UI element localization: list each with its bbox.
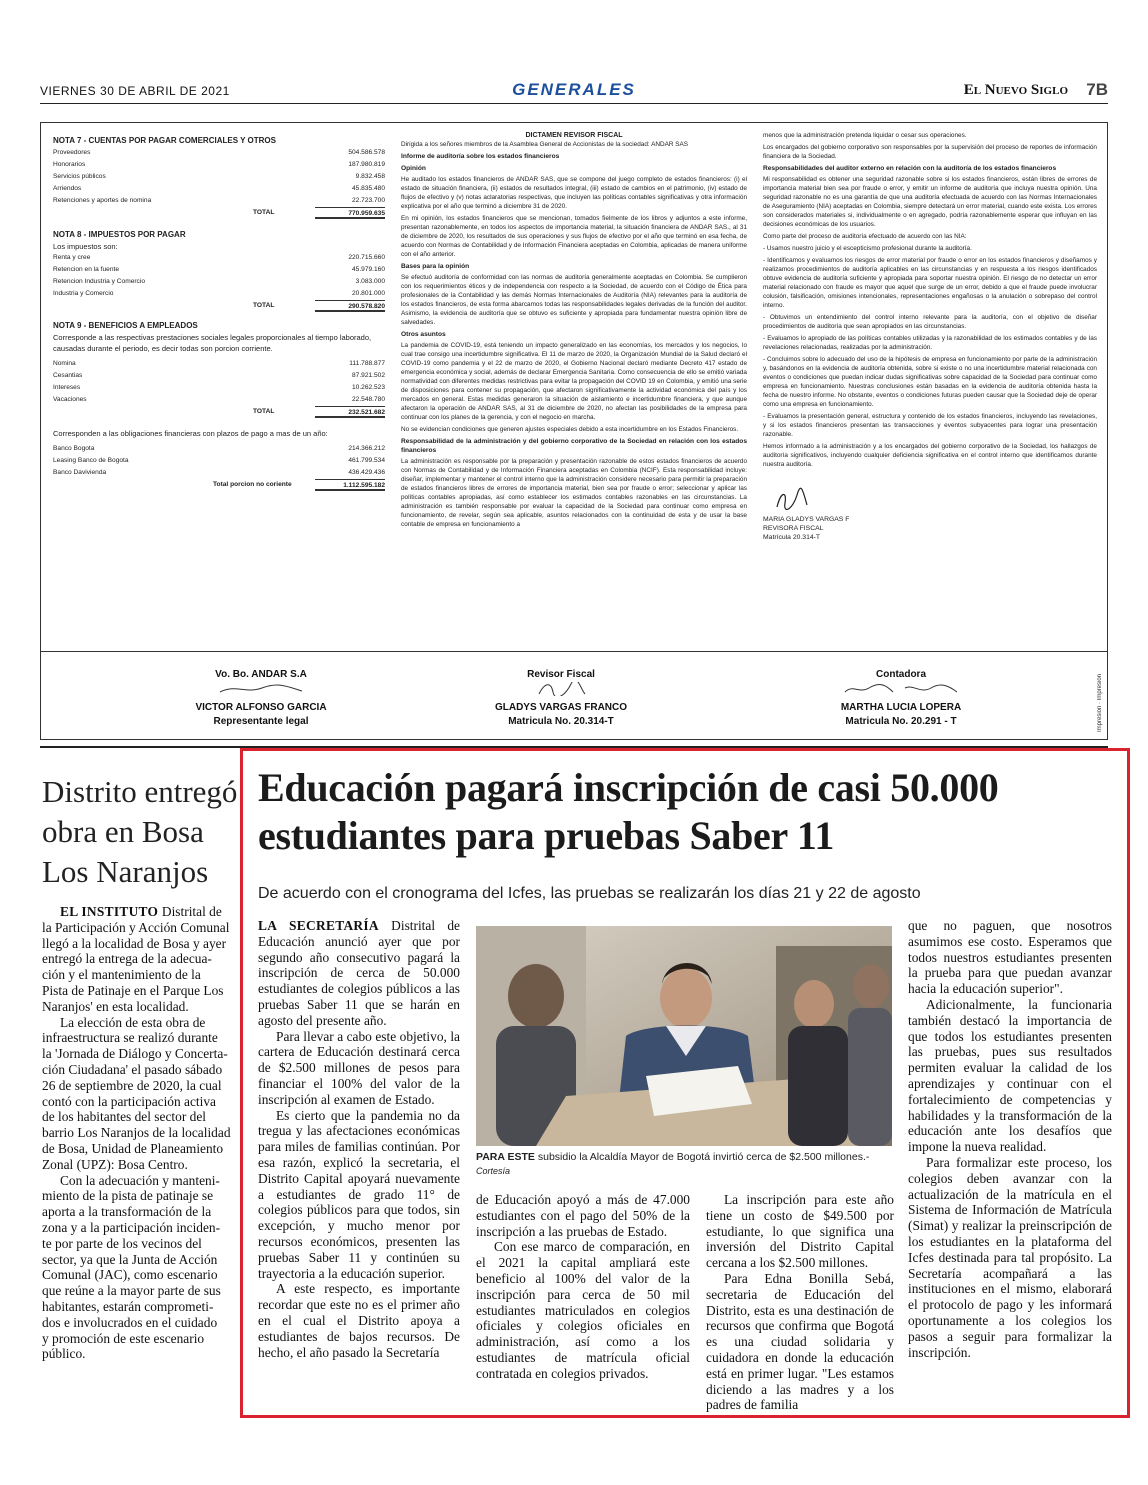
table-row — [53, 455, 385, 467]
signer-role: REVISORA FISCAL — [763, 525, 824, 532]
text-line: contó con la participación activa — [42, 1093, 216, 1109]
row-label: Proveedores — [53, 149, 91, 156]
text-line: la 'Jornada de Diálogo y Concerta- — [42, 1046, 228, 1062]
table-row — [53, 382, 385, 394]
left-article — [42, 772, 240, 1362]
row-value: 22.548.780 — [351, 396, 385, 403]
main-article-column-2 — [476, 1192, 690, 1382]
row-value: 45.979.160 — [351, 266, 385, 273]
table-row — [53, 147, 385, 159]
obligaciones-total-row: Total porcion no coriente 1.112.595.182 — [213, 481, 385, 489]
dictamen-paragraph: - Obtuvimos un entendimiento del control interno relevante para la auditoría, con el objetivo de diseñar procedimientos de auditoría que sean apropiados en las circunstancias. — [763, 314, 1097, 330]
dictamen-paragraph: En mi opinión, los estados financieros que se mencionan, tomados fielmente de los libros y adjuntos a este informe, presentan razonablemente, en todos los aspectos de importancia material, la situación financiera de ANDAR SAS., al 31 de diciembre de 2020, los resultados de sus operaciones y sus flujos de efectivo por el año que terminó en esa fecha, de acuerdo con Normas de Contabilidad y de Información Financiera aceptadas en Colombia, aplicadas de manera uniforme con el año anterior. — [401, 215, 747, 258]
table-row — [53, 195, 385, 207]
row-label: Retenciones y aportes de nomina — [53, 197, 152, 204]
table-row — [53, 252, 385, 264]
photo-caption — [476, 1150, 892, 1178]
main-article-paragraph: Para Edna Bonilla Sebá, secretaria de Educación del Distrito, esta es una destinación de recursos que confirma que Bogotá es una ciudad solidaria y cuidadora en donde la educación está en primer lugar. "Les estamos diciendo a las madres y a los padres de familia — [706, 1270, 894, 1413]
text-line: y promoción de este escenario — [42, 1330, 205, 1346]
dictamen-paragraph: Mi responsabilidad es obtener una seguridad razonable sobre si los estados financieros, están libres de errores de importancia material bien sea por fraude o error, y emitir un informe de auditoría que incluya nuestra opinión. Una seguridad razonable no es una garantía de que una auditoría efectuada de acuerdo con las Normas Internacionales de Aseguramiento (NIA) aceptadas en Colombia, siempre detectará un error material, cuando este exista. Los errores son considerados materiales si, individualmente o en agregado, podría razonablemente esperar que influyan en las decisiones económicas de los usuarios. — [763, 176, 1097, 228]
text-line: público. — [42, 1346, 86, 1362]
caption-text: subsidio la Alcaldía Mayor de Bogotá invirtió cerca de $2.500 millones.- — [534, 1151, 870, 1163]
row-value: 461.799.534 — [348, 457, 385, 464]
table-row — [53, 443, 385, 455]
nota7-table — [53, 147, 385, 207]
row-label: Leasing Banco de Bogota — [53, 457, 129, 464]
dictamen-paragraph: menos que la administración pretenda liquidar o cesar sus operaciones. — [763, 132, 967, 139]
notes-column — [53, 131, 385, 491]
handwritten-signature — [216, 682, 306, 696]
main-article-paragraph: Con ese marco de comparación, en el 2021 la capital ampliará este beneficio al 100% del valor de la inscripción para cerca de 50 mil estudiantes matriculados en colegios oficiales y colegios oficiales en administración, así como a los estudiantes de matrícula oficial contratada en colegios privados. — [476, 1239, 690, 1381]
row-label: Cesantias — [53, 372, 83, 379]
text-line: Naranjos' en esta localidad. — [42, 998, 189, 1014]
row-label: Retencion Industria y Comercio — [53, 278, 145, 285]
dictamen-paragraph: La pandemia de COVID-19, está teniendo un impacto generalizado en las economías, los mercados y los negocios, lo cual trae consigo una incertidumbre significativa. El 11 de marzo de 2020, la Organización Mundial de la Salud declaró el COVID-19 como pandemia y el 22 de marzo de 2020, el Gobierno Nacional declaró mediante Decreto 417 estado de emergencia económica y social, además de declarar Emergencia Sanitaria. Como consecuencia de ello se emitió variada normatividad con diferentes medidas restrictivas para evitar la propagación del COVID 19 en Colombia, y emitió una serie de disposiciones para contener su propagación, que afectaron significativamente la actividad económica del país y los mercados en general. Estas medidas generaron la situación de aislamiento e incertidumbre financiera, y que aunque afectaron la operación de ANDAR SAS, al 31 de diciembre de 2020, no afectan las posibilidades de la empresa para continuar con los planes de la gerencia, y con el negocio en marcha. — [401, 342, 747, 421]
signer-role: Matricula No. 20.291 - T — [845, 716, 957, 727]
text-line: infraestructura se realizó durante — [42, 1030, 218, 1046]
lead-words: LA SECRETARÍA — [258, 918, 379, 933]
nota7-total-row: TOTAL 770.959.635 — [253, 209, 385, 217]
row-value: 220.715.660 — [348, 254, 385, 261]
dictamen-addressee: Dirigida a los señores miembros de la Asamblea General de Accionistas de la sociedad: ANDAR SAS — [401, 141, 689, 148]
row-value: 111.788.877 — [349, 360, 385, 367]
row-value: 214.366.212 — [348, 445, 385, 452]
signature-accountant — [801, 668, 1001, 729]
text-line: llegó a la localidad de Bosa y ayer — [42, 935, 227, 951]
dictamen-paragraph: He auditado los estados financieros de ANDAR SAS, que se compone del juego completo de estados financieros: (i) el estado de situación financiera, (ii) estados de resultados integral, (iii) estado de cambios en el patrimonio, (iv) estado de flujos de efectivo y (v) notas aclaratorias respectivas, que incluyen las políticas contables significativas y otra información explicativa por el año que terminó a diciembre 31 de 2020. — [401, 176, 747, 210]
main-article-paragraph: Es cierto que la pandemia no da tregua y las afectaciones económicas para miles de familias continúan. Por esa razón, explicó la secretaria, el Distrito Capital apoyará nuevamente a estudiantes de grado 11° de colegios públicos para que todos, sin excepción, y mucho menor por recursos económicos, presenten las pruebas Saber 11 y continúen su trayectoria a la educación superior. — [258, 1107, 460, 1281]
signer-name: MARIA GLADYS VARGAS F — [763, 516, 850, 523]
header-page-number: 7B — [1086, 80, 1108, 99]
caption-lead: PARA ESTE — [476, 1151, 535, 1163]
nota7-title: NOTA 7 - CUENTAS POR PAGAR COMERCIALES Y OTROS — [53, 136, 276, 145]
obligaciones-table — [53, 443, 385, 479]
signer-name: GLADYS VARGAS FRANCO — [494, 702, 628, 713]
header-date: VIERNES 30 DE ABRIL DE 2021 — [40, 84, 230, 98]
table-row — [53, 370, 385, 382]
text-line: Comunal (JAC), como escenario — [42, 1267, 218, 1283]
left-article-title: Distrito entregó obra en Bosa Los Naranjos — [42, 774, 238, 889]
main-article-column-1 — [258, 918, 460, 1360]
students-exam-photo — [476, 926, 892, 1146]
nota9-table — [53, 358, 385, 406]
main-article-paragraph: Adicionalmente, la funcionaria también destacó la importancia de que todos los estudiantes presenten las pruebas, pues sus resultados permiten evaluar la calidad de los aprendizajes y continuar con el fortalecimiento de competencias y habilidades y la transformación de la educación ante los desafíos que impone la nueva realidad. — [908, 996, 1112, 1155]
main-article-paragraph: Para formalizar este proceso, los colegios deben avanzar con la actualización de la matrícula en el Sistema de Información de Matrícula (Simat) y realizar la preinscripción de los estudiantes en la plataforma del Icfes destinada para tal propósito. La Secretaría acompañará a las instituciones en el mismo, elaborará el protocolo de pago y les informará oportunamente a los colegios los pasos a seguir para formalizar la inscripción. — [908, 1154, 1112, 1360]
dictamen-heading: Bases para la opinión — [401, 263, 470, 270]
dictamen-column-2 — [763, 131, 1097, 542]
handwritten-signature — [531, 682, 591, 696]
text-line: Pista de Patinaje en el Parque Los — [42, 982, 224, 998]
dictamen-heading: Informe de auditoría sobre los estados financieros — [401, 153, 560, 160]
signer-name: VICTOR ALFONSO GARCIA — [195, 702, 327, 713]
revisor-signature-block — [763, 487, 1097, 542]
dictamen-heading: Responsabilidades del auditor externo en relación con la auditoría de los estados financieros — [763, 165, 1057, 172]
main-article-subtitle: De acuerdo con el cronograma del Icfes, las pruebas se realizarán los días 21 y 22 de agosto — [258, 885, 921, 902]
dictamen-paragraph: - Identificamos y evaluamos los riesgos de error material por fraude o error en los estados financieros y diseñamos y realizamos procedimientos de auditoría aplicables en las circunstancias y en respuesta a los riesgos identificados obtuve evidencia de auditoría suficiente y apropiada para soportar nuestra opinión. El riesgo de no detectar un error material relacionado con fraude es mayor que aquel que surge de un error, debido a que el fraude puede involucrar colusión, falsificación, omisiones intencionales, representaciones engañosas o la anulación o sobrepaso del control interno. — [763, 257, 1097, 309]
nota9-title: NOTA 9 - BENEFICIOS A EMPLEADOS — [53, 321, 198, 330]
table-row — [53, 394, 385, 406]
text-line: aporta a la transformación de la — [42, 1204, 212, 1220]
text-line: EL INSTITUTO Distrital de — [60, 904, 222, 919]
row-label: Vacaciones — [53, 396, 87, 403]
table-row — [53, 264, 385, 276]
text-line: Con la adecuación y manteni- — [60, 1172, 220, 1188]
row-value: 504.586.578 — [348, 149, 385, 156]
text-line: La elección de esta obra de — [60, 1014, 206, 1030]
text-line: la Participación y Acción Comunal — [42, 919, 230, 935]
row-label: Intereses — [53, 384, 81, 391]
signature-revisor — [461, 668, 661, 729]
table-row — [53, 467, 385, 479]
table-row — [53, 288, 385, 300]
dictamen-heading: Otros asuntos — [401, 331, 446, 338]
text-line: de los habitantes del sector del — [42, 1109, 206, 1125]
row-value: 87.921.502 — [351, 372, 385, 379]
table-row — [53, 159, 385, 171]
dictamen-heading: Opinión — [401, 165, 426, 172]
signature-heading: Contadora — [876, 669, 926, 680]
nota9-subtitle: Corresponde a las respectivas prestaciones sociales legales proporcionales al tiempo laborado, causadas durante el periodo, es decir todas son porcion corriente. — [53, 333, 372, 353]
dictamen-paragraph: - Concluimos sobre lo adecuado del uso de la hipótesis de empresa en funcionamiento por parte de la administración y, basándonos en la evidencia de auditoría obtenida, sobre si existe o no una incertidumbre material relacionada con eventos o condiciones que puedan indicar dudas significativas sobre capacidad de la Sociedad para continuar como empresa en funcionamiento. Nuestras conclusiones están basadas en la evidencia de auditoría obtenida hasta la fecha de nuestro informe. No obstante, eventos o condiciones futuras pueden causar que la Sociedad deje de operar como una empresa en funcionamiento. — [763, 356, 1097, 408]
left-article-paragraph — [42, 904, 240, 1015]
text-line: barrio Los Naranjos de la localidad — [42, 1125, 231, 1141]
header-rule — [40, 103, 1108, 104]
dictamen-paragraph: Los encargados del gobierno corporativo son responsables por la supervisión del proceso de reportes de información financiera de la Sociedad. — [763, 144, 1097, 160]
lead-words: EL INSTITUTO — [60, 904, 162, 919]
photo-illustration — [476, 926, 892, 1146]
main-article-paragraph: Para llevar a cabo este objetivo, la cartera de Educación destinará cerca de $2.500 millones de pesos para financiar el 100% del valor de la inscripción al examen de Estado. — [258, 1028, 460, 1107]
text-line: dos e involucrados en el cuidado — [42, 1314, 218, 1330]
dictamen-paragraph: - Usamos nuestro juicio y el escepticismo profesional durante la auditoría. — [763, 245, 972, 252]
table-row — [53, 358, 385, 370]
table-row — [53, 276, 385, 288]
nota8-subtitle: Los impuestos son: — [53, 242, 118, 251]
dictamen-paragraph: No se evidencian condiciones que generen ajustes especiales debido a esta incertidumbre en los Estados Financieros. — [401, 426, 739, 433]
text-line: Zonal (UPZ): Bosa Centro. — [42, 1156, 188, 1172]
main-article-paragraph: A este respecto, es importante recordar que este no es el primer año en el cual el Distrito apoya a estudiantes de bajos recursos. De hecho, el año pasado la Secretaría — [258, 1281, 460, 1360]
row-label: Honorarios — [53, 161, 86, 168]
table-row — [53, 183, 385, 195]
signature-heading: Vo. Bo. ANDAR S.A — [215, 669, 307, 680]
text-line: 26 de septiembre de 2020, la cual — [42, 1077, 222, 1093]
main-article-column-4 — [908, 918, 1112, 1360]
header-section: GENERALES — [512, 80, 636, 99]
row-label: Retencion en la fuente — [53, 266, 119, 273]
row-value: 20.801.000 — [351, 290, 385, 297]
text-line: ción y el mantenimiento de la — [42, 967, 201, 983]
row-value: 22.723.700 — [351, 197, 385, 204]
dictamen-paragraph: - Evaluamos la presentación general, estructura y contenido de los estados financieros, incluyendo las revelaciones, y si los estados financieros presentan las transacciones y eventos subyacentes para lograr una presentación razonable. — [763, 413, 1097, 438]
row-label: Servicios públicos — [53, 173, 106, 180]
obligaciones-subtitle: Corresponden a las obligaciones financieras con plazos de pago a mas de un año: — [53, 429, 328, 438]
dictamen-column-1 — [401, 131, 747, 532]
row-label: Banco Bogota — [53, 445, 95, 452]
signer-name: MARTHA LUCIA LOPERA — [840, 702, 962, 713]
left-article-body — [42, 904, 240, 1362]
row-value: 9.832.458 — [355, 173, 385, 180]
signature-heading: Revisor Fiscal — [527, 669, 595, 680]
main-article-column-3 — [706, 1192, 894, 1413]
row-value: 187.980.819 — [348, 161, 385, 168]
row-value: 3.083.000 — [355, 278, 385, 285]
nota8-title: NOTA 8 - IMPUESTOS POR PAGAR — [53, 230, 186, 239]
handwritten-signature — [773, 487, 813, 513]
row-value: 10.262.523 — [351, 384, 385, 391]
dictamen-paragraph: Hemos informado a la administración y a los encargados del gobierno corporativo de la Sociedad, los hallazgos de auditoría significativos, incluyendo cualquier deficiencia significativa en el control interno que identificamos durante nuestra auditoría. — [763, 443, 1097, 468]
main-article-paragraph: que no paguen, que nosotros asumimos ese costo. Esperamos que todos nuestros estudiantes presenten la prueba para que puedan avanzar hacia la educación superior". — [908, 918, 1112, 997]
main-article-paragraph: La inscripción para este año tiene un costo de $49.500 por estudiante, lo que significa una inversión del Distrito Capital cercana a los $2.500 millones. — [706, 1192, 894, 1271]
nota8-total-row: TOTAL 290.578.820 — [253, 302, 385, 310]
main-article-paragraph: de Educación apoyó a más de 47.000 estudiantes con el pago del 50% de la inscripción a las pruebas de Estado. — [476, 1192, 690, 1239]
row-label: Nomina — [53, 360, 76, 367]
signer-role: Matricula No. 20.314-T — [508, 716, 614, 727]
row-label: Arriendos — [53, 185, 82, 192]
text-line: que reúne a la mayor parte de sus — [42, 1283, 221, 1299]
dictamen-title: DICTAMEN REVISOR FISCAL — [525, 132, 623, 139]
dictamen-paragraph: Como parte del proceso de auditoría efectuado de acuerdo con las NIA: — [763, 233, 967, 240]
dictamen-paragraph: La administración es responsable por la preparación y presentación razonable de estos estados financieros de acuerdo con Normas de Contabilidad y de Información Financiera aceptadas en Colombia (NCIF). Esta responsabilidad incluye: diseñar, implementar y mantener el control interno que la administración considere necesario para permitir la preparación de estados financieros libres de errores de importancia material, bien sea por fraude o error; seleccionar y aplicar las políticas contables apropiadas, así como establecer los estimados contables razonables en las circunstancias. La administración es también responsable por evaluar la capacidad de la Sociedad para continuar como empresa en funcionamiento, de revelar, según sea aplicable, asuntos relacionados con la continuidad de esta y de usar la base contable de empresa en funcionamiento a — [401, 458, 747, 528]
signer-role: Representante legal — [213, 716, 309, 727]
text-line: de Bosa, Unidad de Planeamiento — [42, 1140, 224, 1156]
row-label: Renta y cree — [53, 254, 91, 261]
text-line: ción Ciudadana' el pasado sábado — [42, 1061, 223, 1077]
text-line: habitantes, estarán comprometi- — [42, 1298, 214, 1314]
table-row — [53, 171, 385, 183]
text-line: miento de la pista de patinaje se — [42, 1188, 214, 1204]
text-line: sector, ya que la Junta de Acción — [42, 1251, 218, 1267]
dictamen-paragraph: - Evaluamos lo apropiado de las políticas contables utilizadas y la razonabilidad de los estimados contables y de las revelaciones relacionadas, realizadas por la administración. — [763, 335, 1097, 351]
text-line: te por parte de los vecinos del — [42, 1235, 202, 1251]
left-article-paragraph — [42, 1173, 240, 1363]
header-paper-name: El Nuevo Siglo — [963, 82, 1068, 98]
dictamen-heading: Responsabilidad de la administración y del gobierno corporativo de la Sociedad en relación con los estados financieros — [401, 438, 747, 454]
main-article-paragraph: LA SECRETARÍA Distrital de Educación anunció ayer que por segundo año consecutivo pagará la inscripción de cerca de 50.000 estudiantes de colegios públicos a las pruebas Saber 11 que se harán en agosto del presente año. — [258, 918, 460, 1028]
signature-legal-rep — [161, 668, 361, 729]
dictamen-paragraph: Se efectuó auditoría de conformidad con las normas de auditoría generalmente aceptadas en Colombia. Se cumplieron con los requerimientos éticos y de independencia con respecto a la Sociedad, de acuerdo con el Código de Ética para profesionales de la Contabilidad y las demás Normas Internacionales de Auditoría (NIA) relevantes para la auditoría de los estados financieros, de esta forma abarcamos todas las responsabilidades legales derivadas de la función del auditor. Asimismo, la evidencia de auditoría que se obtuvo es suficiente y apropiada para fundamentar nuestra opinión libre de salvedades. — [401, 274, 747, 326]
row-label: Industria y Comercio — [53, 290, 114, 297]
printer-credit: Impresión · Impresión — [1097, 673, 1103, 732]
main-article-title: Educación pagará inscripción de casi 50.000 estudiantes para pruebas Saber 11 — [258, 765, 999, 858]
row-label: Banco Davivienda — [53, 469, 107, 476]
text-line: zona y a la participación inciden- — [42, 1219, 221, 1235]
nota9-total-row: TOTAL 232.521.682 — [253, 408, 385, 416]
row-value: 436.429.436 — [348, 469, 385, 476]
text-line: entregó la entrega de la adecua- — [42, 951, 212, 967]
left-article-paragraph — [42, 1015, 240, 1173]
financial-statement-box — [40, 122, 1108, 652]
signer-registration: Matrícula 20.314-T — [763, 534, 821, 541]
signatures-box — [40, 652, 1108, 740]
page-header — [40, 80, 1108, 102]
row-value: 45.835.480 — [351, 185, 385, 192]
handwritten-signature — [841, 682, 961, 696]
nota8-table — [53, 252, 385, 300]
photo-credit: Cortesía — [476, 1166, 511, 1176]
